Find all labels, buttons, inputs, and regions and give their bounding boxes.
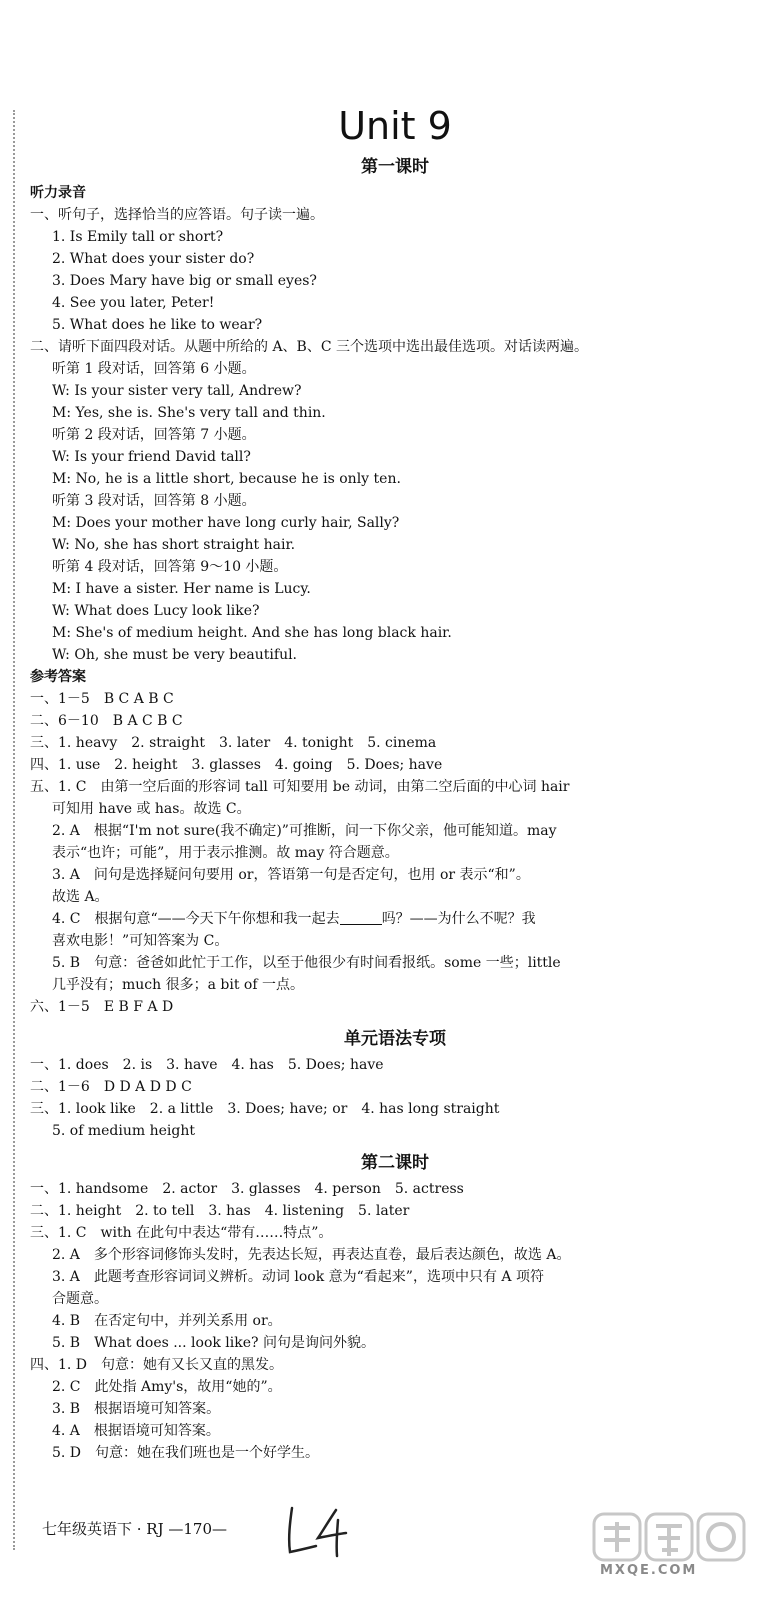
listening-part1-title: 一、听句子，选择恰当的应答语。句子读一遍。 xyxy=(30,207,324,223)
lesson2-line: 四、1. D 句意：她有又长又直的黑发。 xyxy=(30,1357,284,1373)
dialogue-line: 听第 1 段对话，回答第 6 小题。 xyxy=(52,361,256,377)
dialogue-line: M: I have a sister. Her name is Lucy. xyxy=(52,581,311,597)
answer-line: 表示“也许；可能”，用于表示推测。故 may 符合题意。 xyxy=(52,845,399,861)
grammar-title: 单元语法专项 xyxy=(344,1029,446,1049)
listening-part2-title: 二、请听下面四段对话。从题中所给的 A、B、C 三个选项中选出最佳选项。对话读两遍。 xyxy=(30,339,589,355)
listening-item: 5. What does he like to wear? xyxy=(52,317,263,333)
answer-line: 六、1－5 E B F A D xyxy=(30,999,174,1015)
listening-item: 4. See you later, Peter! xyxy=(52,295,215,311)
answer-line: 三、1. heavy 2. straight 3. later 4. tonight 5. cinema xyxy=(30,735,437,751)
answer-line: 一、1－5 B C A B C xyxy=(30,691,174,707)
dialogue-line: W: Is your friend David tall? xyxy=(52,449,251,465)
lesson1-title: 第一课时 xyxy=(361,157,429,177)
lesson2-line: 5. D 句意：她在我们班也是一个好学生。 xyxy=(52,1445,320,1461)
handwritten-signature xyxy=(282,1500,352,1560)
grammar-line: 5. of medium height xyxy=(52,1123,195,1139)
lesson2-title: 第二课时 xyxy=(361,1153,429,1173)
answers-label: 参考答案 xyxy=(30,669,86,685)
lesson2-line: 合题意。 xyxy=(52,1291,108,1307)
dialogue-line: W: Is your sister very tall, Andrew? xyxy=(52,383,302,399)
grammar-line: 一、1. does 2. is 3. have 4. has 5. Does; have xyxy=(30,1057,384,1073)
answer-line: 喜欢电影！”可知答案为 C。 xyxy=(52,933,229,949)
dialogue-line: 听第 2 段对话，回答第 7 小题。 xyxy=(52,427,256,443)
answer-line: 故选 A。 xyxy=(52,889,109,905)
answer-line: 2. A 根据“I'm not sure(我不确定)”可推断，问一下你父亲，他可能知道。may xyxy=(52,823,557,839)
dialogue-line: M: Yes, she is. She's very tall and thin. xyxy=(52,405,326,421)
answer-line-with-blank xyxy=(30,908,730,930)
binding-margin-line xyxy=(13,110,15,1550)
dialogue-line: M: Does your mother have long curly hair, Sally? xyxy=(52,515,400,531)
watermark-text: MXQE.COM xyxy=(600,1563,698,1578)
answer-line: 二、6－10 B A C B C xyxy=(30,713,183,729)
lesson2-line: 2. C 此处指 Amy's，故用“她的”。 xyxy=(52,1379,282,1395)
dialogue-line: M: No, he is a little short, because he is only ten. xyxy=(52,471,401,487)
grammar-line: 三、1. look like 2. a little 3. Does; have; or 4. has long straight xyxy=(30,1101,500,1117)
dialogue-line: 听第 3 段对话，回答第 8 小题。 xyxy=(52,493,256,509)
lesson2-line: 三、1. C with 在此句中表达“带有……特点”。 xyxy=(30,1225,333,1241)
fill-blank xyxy=(340,910,382,925)
grammar-line: 二、1－6 D D A D D C xyxy=(30,1079,192,1095)
watermark-logo xyxy=(590,1508,750,1568)
dialogue-line: 听第 4 段对话，回答第 9～10 小题。 xyxy=(52,559,288,575)
answer-line: 四、1. use 2. height 3. glasses 4. going 5. Does; have xyxy=(30,757,443,773)
dialogue-line: W: What does Lucy look like? xyxy=(52,603,260,619)
lesson2-line: 二、1. height 2. to tell 3. has 4. listening 5. later xyxy=(30,1203,410,1219)
dialogue-line: M: She's of medium height. And she has long black hair. xyxy=(52,625,452,641)
answer-line: 3. A 问句是选择疑问句要用 or，答语第一句是否定句，也用 or 表示“和”。 xyxy=(52,867,530,883)
lesson2-line: 3. A 此题考查形容词词义辨析。动词 look 意为“看起来”，选项中只有 A 项符 xyxy=(52,1269,544,1285)
answer-text: 吗？——为什么不呢？我 xyxy=(381,911,536,927)
answer-line: 几乎没有；much 很多；a bit of 一点。 xyxy=(52,977,304,993)
answer-line: 五、1. C 由第一空后面的形容词 tall 可知要用 be 动词，由第二空后面的中心词 hair xyxy=(30,779,570,795)
dialogue-line: W: Oh, she must be very beautiful. xyxy=(52,647,298,663)
lesson2-line: 一、1. handsome 2. actor 3. glasses 4. person 5. actress xyxy=(30,1181,464,1197)
lesson2-line: 4. B 在否定句中，并列关系用 or。 xyxy=(52,1313,282,1329)
lesson2-line: 5. B What does ... look like? 问句是询问外貌。 xyxy=(52,1335,375,1351)
lesson2-line: 4. A 根据语境可知答案。 xyxy=(52,1423,220,1439)
answer-line: 可知用 have 或 has。故选 C。 xyxy=(52,801,251,817)
answer-text: 4. C 根据句意“——今天下午你想和我一起去 xyxy=(52,911,340,927)
lesson2-line: 2. A 多个形容词修饰头发时，先表达长短，再表达直卷，最后表达颜色，故选 A。 xyxy=(52,1247,571,1263)
page-footer: 七年级英语下 · RJ —170— xyxy=(42,1520,228,1538)
listening-item: 1. Is Emily tall or short? xyxy=(52,229,224,245)
lesson2-line: 3. B 根据语境可知答案。 xyxy=(52,1401,221,1417)
answer-line: 5. B 句意：爸爸如此忙于工作，以至于他很少有时间看报纸。some 一些；little xyxy=(52,955,561,971)
listening-item: 3. Does Mary have big or small eyes? xyxy=(52,273,317,289)
page-content xyxy=(30,100,730,1464)
listening-label: 听力录音 xyxy=(30,185,86,201)
unit-title: Unit 9 xyxy=(338,104,452,148)
dialogue-line: W: No, she has short straight hair. xyxy=(52,537,296,553)
listening-item: 2. What does your sister do? xyxy=(52,251,255,267)
